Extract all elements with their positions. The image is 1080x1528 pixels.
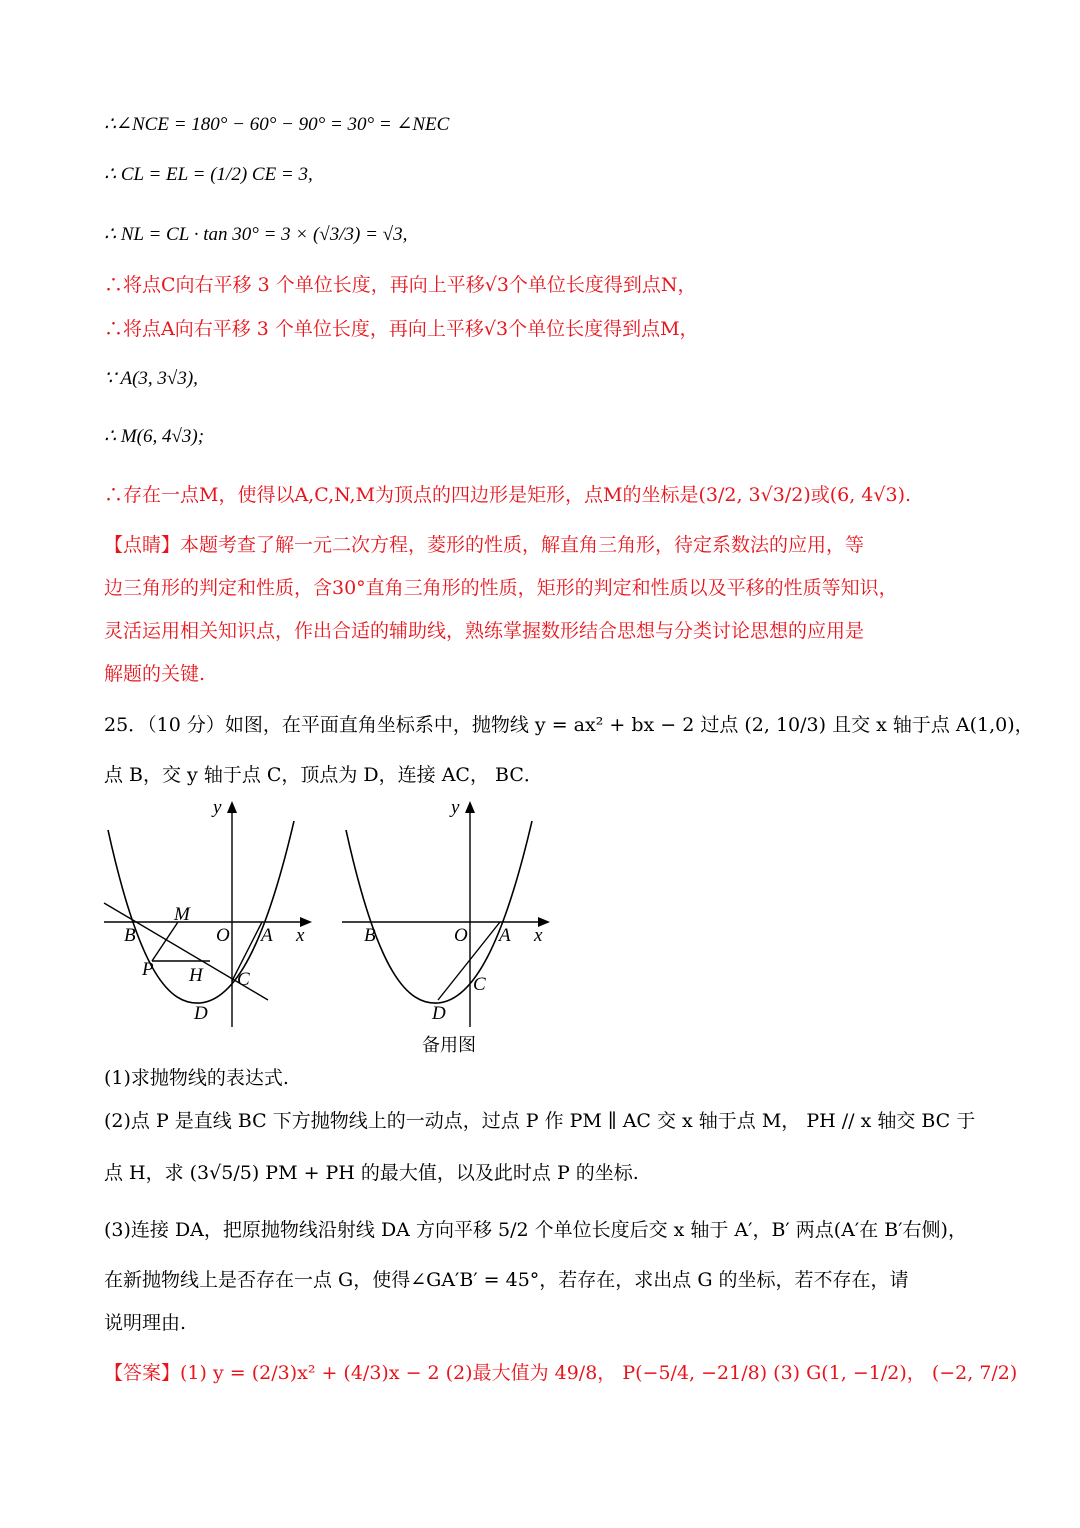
comment-line-2: 边三角形的判定和性质，含30°直角三角形的性质，矩形的判定和性质以及平移的性质等知识， [104, 577, 898, 599]
label-d: D [194, 1003, 208, 1024]
solution-line-1: ∴∠NCE = 180° − 60° − 90° = 30° = ∠NEC [104, 114, 450, 135]
y-axis-arrow [227, 801, 237, 813]
parabola [346, 821, 532, 1003]
segment-pm [152, 922, 178, 961]
label-o: O [216, 925, 230, 946]
comment-line-4: 解题的关键. [104, 663, 206, 685]
problem-line-2: 点 B，交 y 轴于点 C，顶点为 D，连接 AC， BC． [104, 764, 543, 786]
label-a: A [499, 925, 511, 946]
label-c: C [237, 969, 250, 990]
label-b: B [124, 925, 136, 946]
solution-line-2: ∴ CL = EL = (1/2) CE = 3, [104, 164, 313, 185]
solution-line-7: ∴ M(6, 4√3); [104, 426, 205, 447]
label-y: y [213, 797, 222, 818]
solution-line-3: ∴ NL = CL · tan 30° = 3 × (√3/3) = √3, [104, 224, 408, 245]
label-d: D [432, 1003, 446, 1024]
question-3: (3)连接 DA，把原抛物线沿射线 DA 方向平移 5/2 个单位长度后交 x 轴于 A′，B′ 两点(A′在 B′右侧)， [104, 1219, 967, 1241]
question-2: (2)点 P 是直线 BC 下方抛物线上的一动点，过点 P 作 PM ∥ AC 交 x 轴于点 M， PH // x 轴交 BC 于 [104, 1110, 976, 1132]
problem-line-1: 25．（10 分）如图，在平面直角坐标系中，抛物线 y = ax² + bx − 2 过点 (2, 10/3) 且交 x 轴于点 A(1,0)， [104, 714, 1034, 736]
solution-line-6: ∵ A(3, 3√3), [104, 368, 198, 389]
question-2-cont: 点 H，求 (3√5/5) PM + PH 的最大值，以及此时点 P 的坐标. [104, 1162, 639, 1184]
figure-left [100, 795, 320, 1035]
comment-text-1: 本题考查了解一元二次方程，菱形的性质，解直角三角形，待定系数法的应用，等 [180, 534, 865, 556]
label-c: C [473, 974, 486, 995]
answer-text: (1) y = (2/3)x² + (4/3)x − 2 (2)最大值为 49/8， P(−5/4, −21/8) (3) G(1, −1/2)， (−2, 7/2) [180, 1362, 1018, 1384]
answer-line [104, 1358, 1018, 1388]
label-m: M [174, 904, 190, 925]
figure-caption: 备用图 [422, 1035, 476, 1056]
question-3-end: 说明理由. [104, 1312, 187, 1334]
solution-line-4: ∴将点C向右平移 3 个单位长度，再向上平移√3个单位长度得到点N， [104, 274, 697, 296]
label-o: O [454, 925, 468, 946]
question-1: (1)求抛物线的表达式. [104, 1067, 289, 1089]
comment-label: 【点睛】 [104, 534, 181, 556]
label-h: H [189, 965, 203, 986]
label-x: x [296, 925, 305, 946]
solution-line-8: ∴存在一点M，使得以A,C,N,M为顶点的四边形是矩形，点M的坐标是(3/2, 3√3/2)或(6, 4√3). [104, 484, 912, 506]
answer-label: 【答案】 [104, 1362, 181, 1384]
label-a: A [261, 925, 273, 946]
comment-line-3: 灵活运用相关知识点，作出合适的辅助线，熟练掌握数形结合思想与分类讨论思想的应用是 [104, 620, 865, 642]
figure-right [338, 795, 558, 1035]
solution-line-5: ∴将点A向右平移 3 个单位长度，再向上平移√3个单位长度得到点M， [104, 318, 699, 340]
label-b: B [364, 925, 376, 946]
label-p: P [142, 959, 154, 980]
segment-da [438, 922, 500, 1000]
comment-line-1 [104, 530, 1000, 560]
y-axis-arrow [465, 801, 475, 813]
label-y: y [451, 797, 460, 818]
label-x: x [534, 925, 543, 946]
question-3-cont: 在新抛物线上是否存在一点 G，使得∠GA′B′ = 45°，若存在，求出点 G 的坐标，若不存在，请 [104, 1269, 909, 1291]
